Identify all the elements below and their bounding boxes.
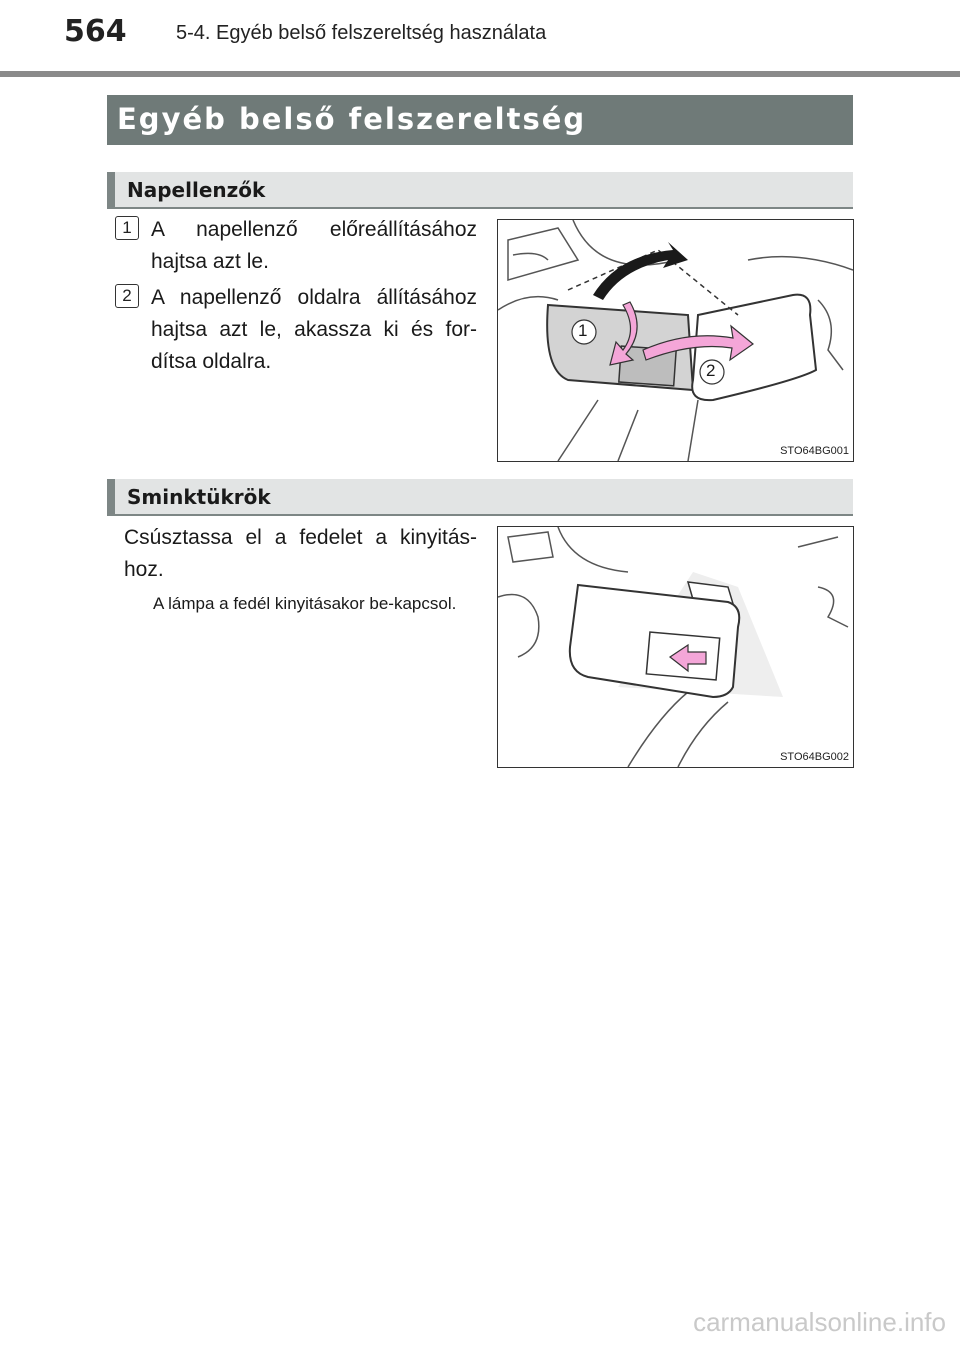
subhead-sunvisor xyxy=(107,172,853,209)
figure-code-1: STO64BG001 xyxy=(780,445,849,457)
main-title: Egyéb belső felszereltség xyxy=(117,102,587,136)
mirror-drawing xyxy=(498,527,853,767)
watermark: carmanualsonline.info xyxy=(693,1307,946,1337)
step-text-2: A napellenző oldalra állításához hajtsa azt le, akassza ki és for-dítsa oldalra. xyxy=(151,286,477,373)
subhead-sunvisor-label: Napellenzők xyxy=(127,178,266,202)
step-number-2: 2 xyxy=(115,284,139,308)
mirror-illustration xyxy=(497,526,854,768)
mirror-text: Csúsztassa el a fedelet a kinyitás-hoz. xyxy=(124,526,477,581)
callout-1: 1 xyxy=(578,321,588,340)
page-number: 564 xyxy=(64,14,127,49)
callout-2: 2 xyxy=(706,361,716,380)
figure-code-2: STO64BG002 xyxy=(780,751,849,763)
sunvisor-illustration xyxy=(497,219,854,462)
main-title-banner xyxy=(107,95,853,145)
subhead-mirror xyxy=(107,479,853,516)
curved-arrow-icon xyxy=(593,242,688,300)
sunvisor-drawing xyxy=(498,220,853,461)
subhead-mirror-label: Sminktükrök xyxy=(127,485,271,509)
mirror-note: A lámpa a fedél kinyitásakor be-kapcsol. xyxy=(153,594,457,613)
section-title: 5-4. Egyéb belső felszereltség használata xyxy=(176,22,547,44)
header-rule xyxy=(0,71,960,77)
step-text-1: A napellenző előreállításához hajtsa azt le. xyxy=(151,218,477,273)
step-number-1: 1 xyxy=(115,216,139,240)
